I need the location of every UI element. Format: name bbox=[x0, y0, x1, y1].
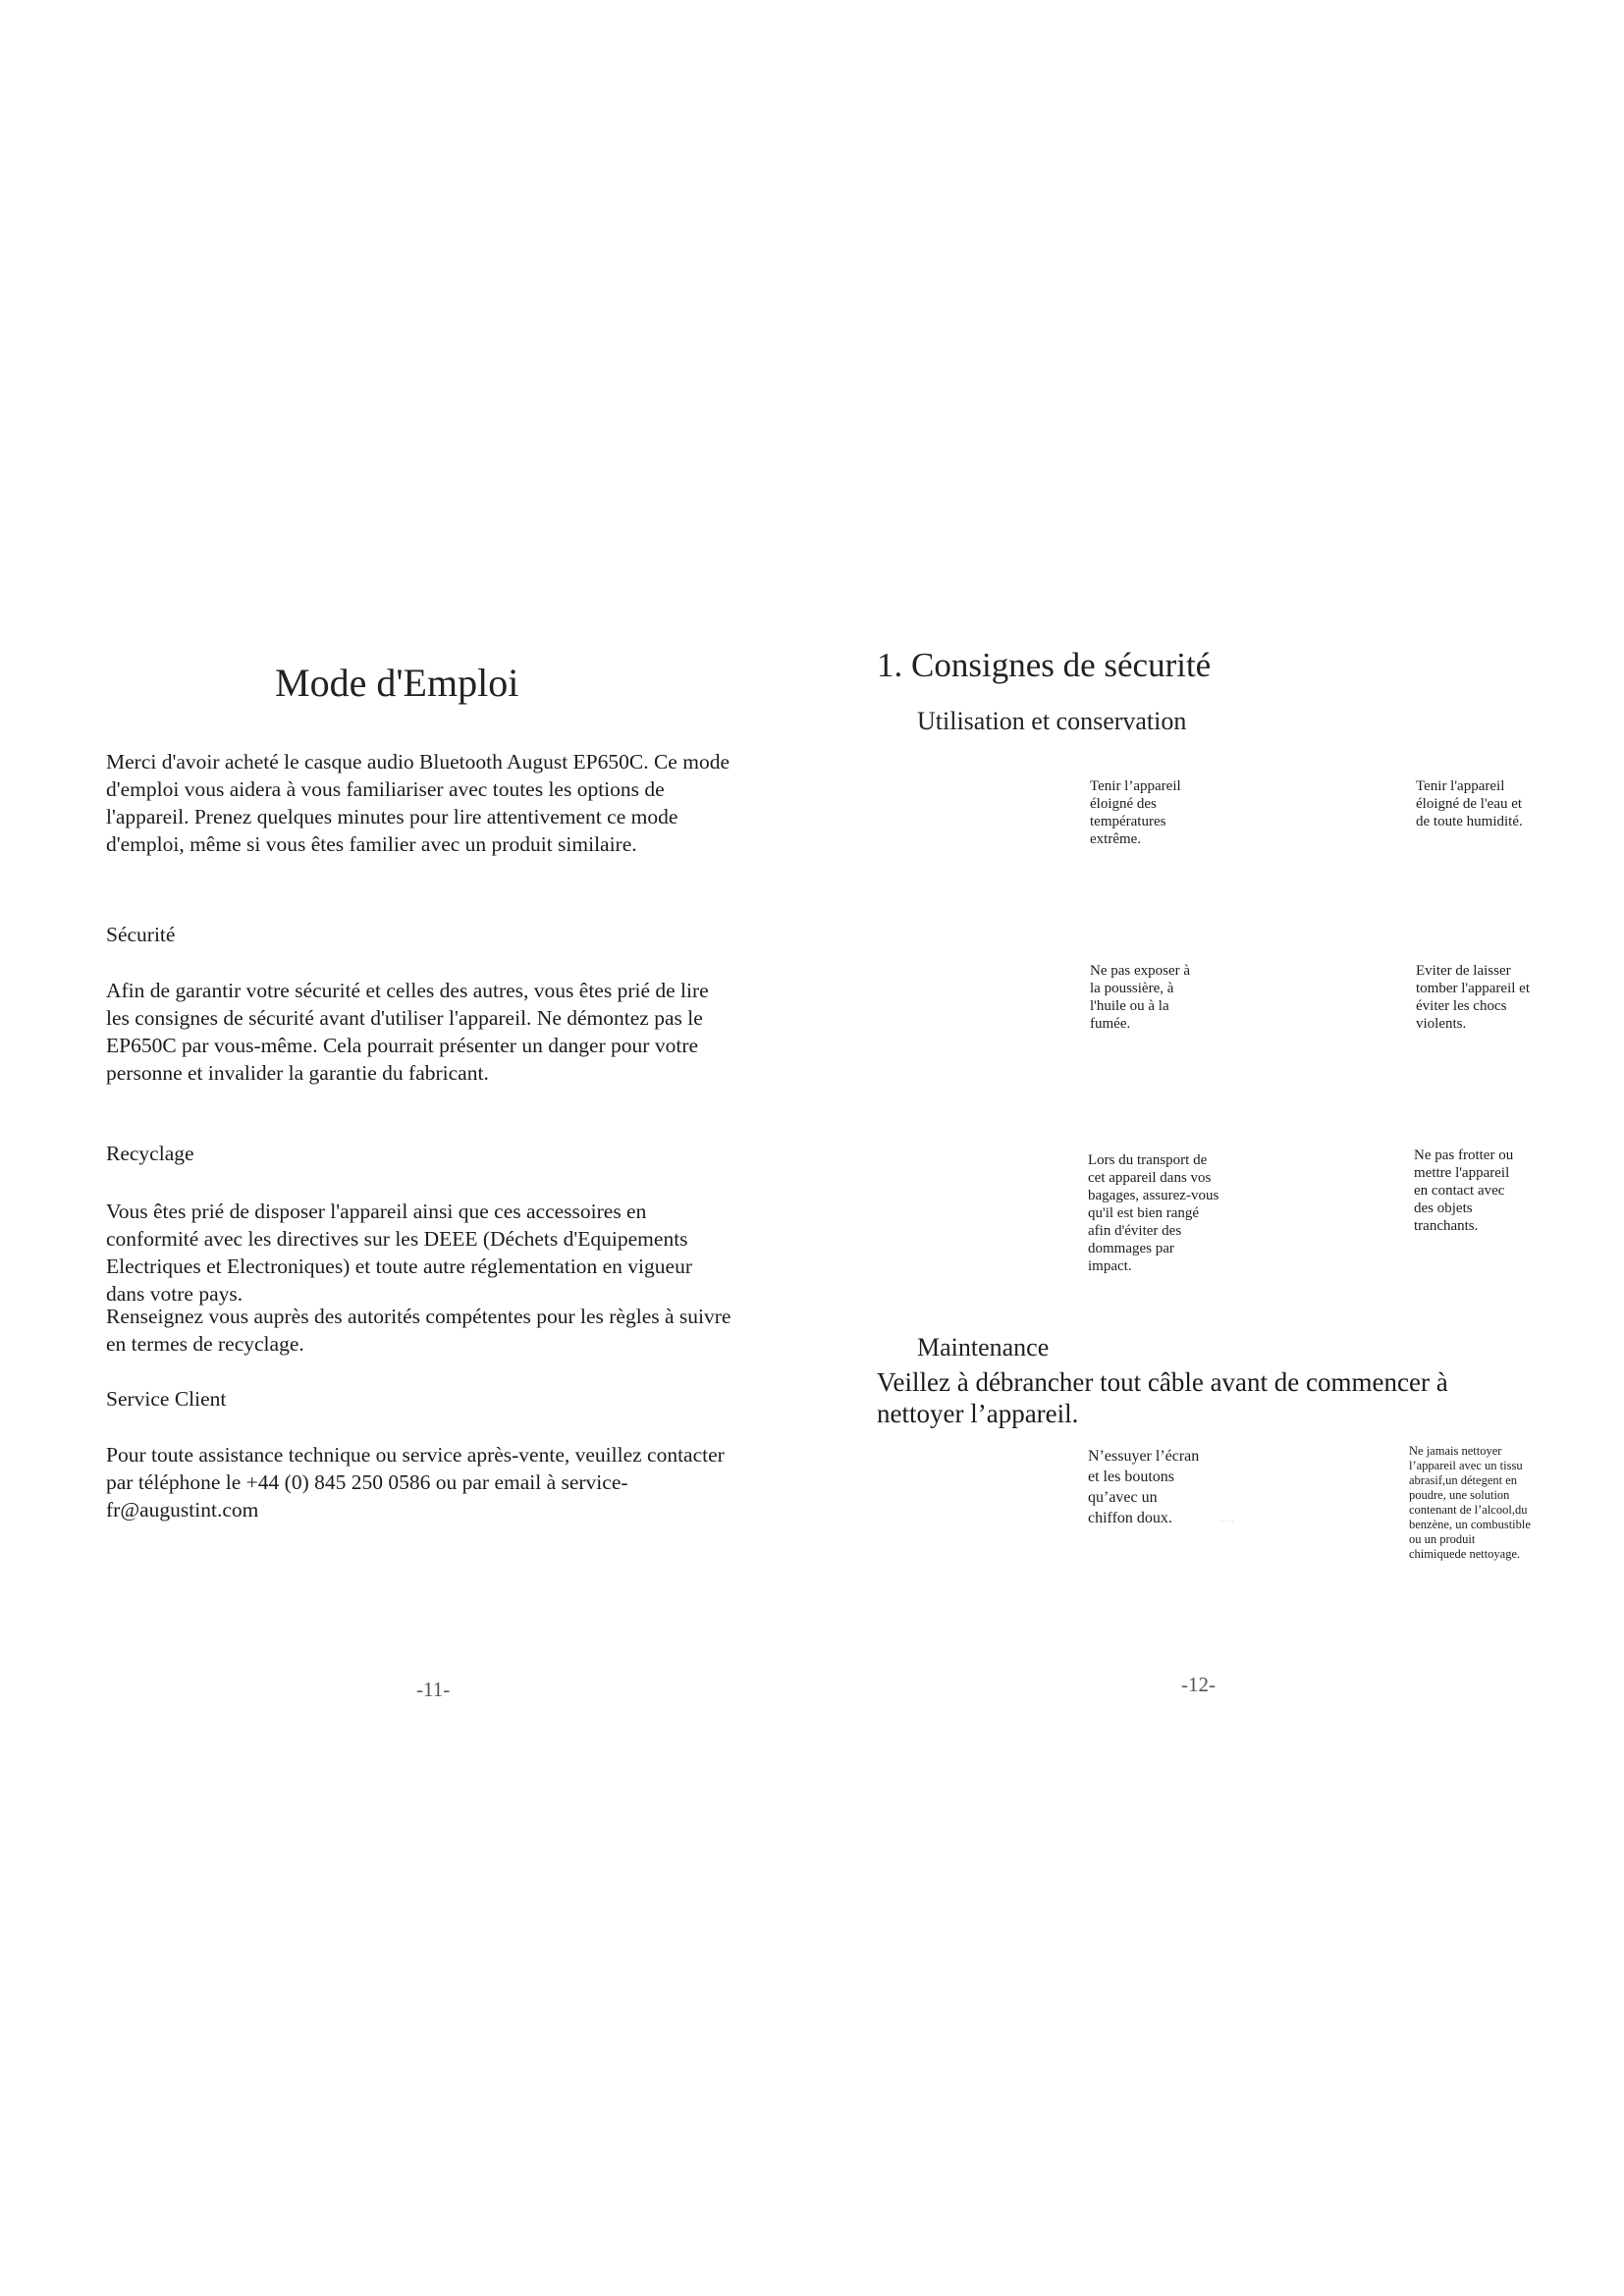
maintenance-heading: Maintenance bbox=[917, 1333, 1050, 1362]
note-dust: Ne pas exposer à la poussière, à l'huile ou à la fumée. bbox=[1090, 963, 1191, 1032]
security-paragraph: Afin de garantir votre sécurité et celles des autres, vous êtes prié de lire les consignes de sécurité avant d'utiliser l'appareil. Ne démontez pas le EP650C par vous-même. Cela pourrait présenter un danger pour votre personne et invalider la garantie du fabricant. bbox=[106, 979, 709, 1085]
note-temperature: Tenir l’appareil éloigné des températures extrême. bbox=[1090, 778, 1181, 847]
recycling-paragraph: Vous êtes prié de disposer l'appareil ainsi que ces accessoires en conformité avec les directives sur les DEEE (Déchets d'Equipements Electriques et Electroniques) et toute autre réglementation en vigueur dans votre pays. bbox=[106, 1200, 692, 1306]
section-title: 1. Consignes de sécurité bbox=[877, 646, 1212, 684]
intro-paragraph: Merci d'avoir acheté le casque audio Bluetooth August EP650C. Ce mode d'emploi vous aidera à vous familiariser avec toutes les options de l'appareil. Prenez quelques minutes pour lire attentivement ce mode d'emploi, même si vous êtes familier avec un produit similaire. bbox=[106, 750, 730, 856]
usage-heading: Utilisation et conservation bbox=[917, 707, 1187, 735]
note-transport: Lors du transport de cet appareil dans vos bagages, assurez-vous qu'il est bien rangé afin d'éviter des dommages par impact. bbox=[1088, 1152, 1219, 1274]
stray-mark: · · · · · bbox=[1220, 1520, 1234, 1524]
recycling-heading: Recyclage bbox=[106, 1142, 194, 1165]
page-number-right: -12- bbox=[1181, 1673, 1216, 1696]
service-heading: Service Client bbox=[106, 1387, 227, 1411]
maintenance-note-no-abrasives: Ne jamais nettoyer l’appareil avec un tissu abrasif,un détegent en poudre, une solution contenant de l’alcool,du benzène, un combustible ou un produit chimiquede nettoyage. bbox=[1409, 1444, 1531, 1561]
page-number-left: -11- bbox=[416, 1678, 451, 1701]
security-heading: Sécurité bbox=[106, 923, 176, 946]
maintenance-paragraph: Veillez à débrancher tout câble avant de commencer à nettoyer l’appareil. bbox=[877, 1367, 1448, 1428]
recycling-paragraph-2: Renseignez vous auprès des autorités compétentes pour les règles à suivre en termes de recyclage. bbox=[106, 1305, 731, 1356]
note-drop: Eviter de laisser tomber l'appareil et éviter les chocs violents. bbox=[1416, 963, 1530, 1032]
note-water: Tenir l'appareil éloigné de l'eau et de toute humidité. bbox=[1416, 778, 1523, 829]
note-sharp-objects: Ne pas frotter ou mettre l'appareil en contact avec des objets tranchants. bbox=[1414, 1148, 1514, 1234]
maintenance-note-soft-cloth: N’essuyer l’écran et les boutons qu’avec un chiffon doux. bbox=[1088, 1448, 1200, 1526]
service-paragraph: Pour toute assistance technique ou service après-vente, veuillez contacter par téléphone le +44 (0) 845 250 0586 ou par email à service-fr@augustint.com bbox=[106, 1443, 725, 1522]
page-title: Mode d'Emploi bbox=[275, 661, 519, 705]
